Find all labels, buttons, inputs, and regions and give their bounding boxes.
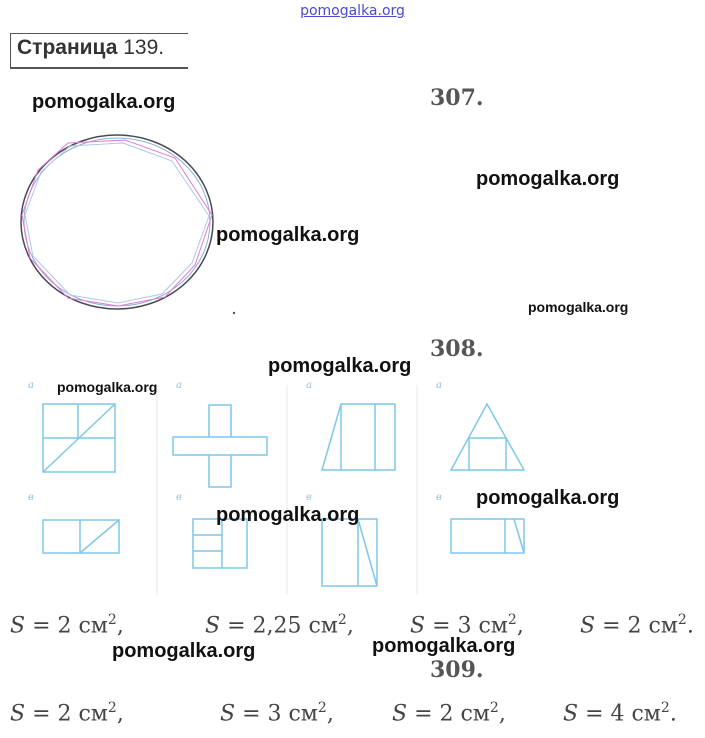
answer-308-2: S = 2,25 $см^2$,	[205, 612, 354, 639]
stray-dot	[233, 312, 235, 314]
figure-label: а	[306, 380, 312, 391]
figure-label: в	[306, 492, 312, 503]
answer-308-3: S = 3 $см^2$,	[410, 612, 524, 639]
figure-a3	[322, 404, 395, 470]
answer-309-2: S = 3 $см^2$,	[220, 700, 334, 727]
faint-separators	[157, 385, 417, 595]
figure-label: а	[436, 380, 442, 391]
watermark: pomogalka.org	[372, 635, 516, 657]
figure-a4	[451, 404, 524, 470]
figure-b1	[43, 520, 119, 553]
figure-row-a	[43, 404, 524, 487]
answer-309-3: S = 2 $см^2$,	[392, 700, 506, 727]
answer-309-4: S = 4 $см^2$.	[563, 700, 677, 727]
site-header-link[interactable]: pomogalka.org	[300, 3, 405, 19]
figure-label: в	[176, 492, 182, 503]
figure-a2	[173, 405, 267, 487]
answer-308-4: S = 2 $см^2$.	[580, 612, 694, 639]
figure-label: а	[28, 380, 34, 391]
circle-outline	[21, 135, 213, 309]
watermark: pomogalka.org	[528, 299, 629, 315]
figure-row-b	[43, 519, 524, 586]
task-309-number: 309.	[430, 657, 484, 683]
figure-b4	[451, 519, 524, 553]
circle-figure	[21, 135, 213, 309]
answer-308-1: S = 2 $см^2$,	[10, 612, 124, 639]
watermark: pomogalka.org	[268, 355, 412, 377]
watermark: pomogalka.org	[57, 379, 158, 395]
watermark: pomogalka.org	[476, 487, 620, 509]
figure-label: в	[436, 492, 442, 503]
task-307-number: 307.	[430, 85, 484, 111]
figure-label: в	[28, 492, 34, 503]
figure-b3	[322, 519, 377, 586]
page-label: Страница	[17, 36, 118, 59]
watermark: pomogalka.org	[216, 224, 360, 246]
answer-309-1: S = 2 $см^2$,	[10, 700, 124, 727]
figure-label: а	[176, 380, 182, 391]
watermark: pomogalka.org	[32, 91, 176, 113]
task-308-number: 308.	[430, 336, 484, 362]
watermark: pomogalka.org	[216, 504, 360, 526]
watermark: pomogalka.org	[112, 640, 256, 662]
watermark: pomogalka.org	[476, 168, 620, 190]
page-number: 139.	[123, 36, 165, 59]
figure-a1	[43, 404, 115, 472]
